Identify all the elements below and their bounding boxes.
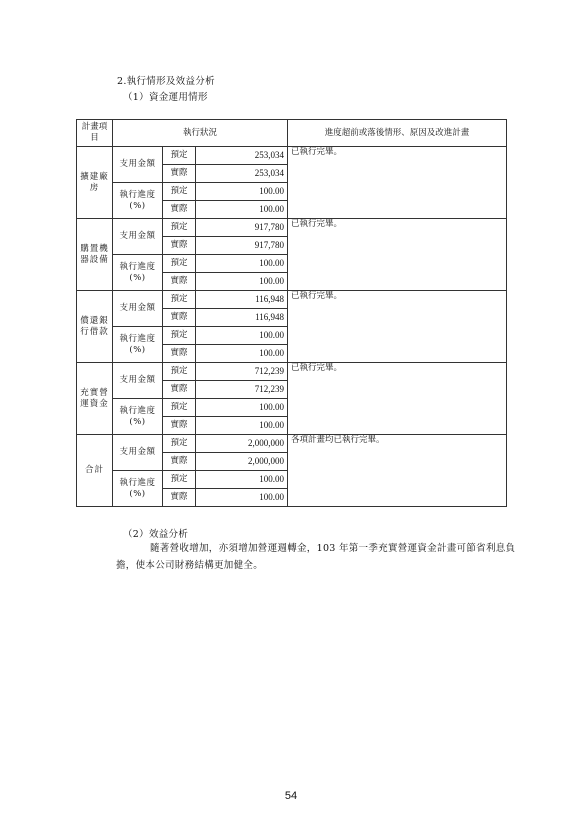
value-cell: 2,000,000 — [196, 435, 288, 453]
progress-label: 執行進度(%) — [113, 471, 163, 507]
header-item: 計畫項目 — [77, 120, 113, 147]
progress-label: 執行進度(%) — [113, 399, 163, 435]
note-cell: 已執行完畢。 — [288, 363, 507, 435]
table-header-row — [77, 120, 507, 147]
benefit-paragraph — [116, 540, 522, 574]
actual-label: 實際 — [163, 489, 196, 507]
note-cell: 已執行完畢。 — [288, 219, 507, 291]
value-cell: 100.00 — [196, 255, 288, 273]
plan-label: 預定 — [163, 255, 196, 273]
item-name: 充實營運資金 — [77, 363, 113, 435]
table-row — [77, 363, 507, 381]
note-cell: 各項計畫均已執行完畢。 — [288, 435, 507, 507]
value-cell: 2,000,000 — [196, 453, 288, 471]
plan-label: 預定 — [163, 363, 196, 381]
benefit-text: 隨著營收增加，亦須增加營運週轉金，103 年第一季充實營運資金計畫可節省利息負擔，使本公司財務結構更加健全。 — [116, 543, 516, 571]
actual-label: 實際 — [163, 309, 196, 327]
value-cell: 116,948 — [196, 291, 288, 309]
value-cell: 100.00 — [196, 399, 288, 417]
item-name: 購置機器設備 — [77, 219, 113, 291]
subsection-heading: （1）資金運用情形 — [123, 92, 208, 103]
value-cell: 116,948 — [196, 309, 288, 327]
fund-usage-table — [76, 119, 507, 507]
progress-label: 執行進度(%) — [113, 255, 163, 291]
value-cell: 917,780 — [196, 219, 288, 237]
plan-label: 預定 — [163, 435, 196, 453]
item-name: 償還銀行借款 — [77, 291, 113, 363]
plan-label: 預定 — [163, 291, 196, 309]
value-cell: 253,034 — [196, 165, 288, 183]
value-cell: 100.00 — [196, 201, 288, 219]
value-cell: 100.00 — [196, 183, 288, 201]
value-cell: 100.00 — [196, 417, 288, 435]
actual-label: 實際 — [163, 273, 196, 291]
amount-label: 支用金額 — [113, 147, 163, 183]
value-cell: 253,034 — [196, 147, 288, 165]
table-row — [77, 147, 507, 165]
actual-label: 實際 — [163, 381, 196, 399]
value-cell: 100.00 — [196, 273, 288, 291]
actual-label: 實際 — [163, 453, 196, 471]
value-cell: 917,780 — [196, 237, 288, 255]
table-row — [77, 291, 507, 309]
actual-label: 實際 — [163, 417, 196, 435]
actual-label: 實際 — [163, 201, 196, 219]
item-name: 合計 — [77, 435, 113, 507]
note-cell: 已執行完畢。 — [288, 291, 507, 363]
progress-label: 執行進度(%) — [113, 183, 163, 219]
plan-label: 預定 — [163, 471, 196, 489]
plan-label: 預定 — [163, 183, 196, 201]
actual-label: 實際 — [163, 165, 196, 183]
value-cell: 100.00 — [196, 489, 288, 507]
value-cell: 712,239 — [196, 363, 288, 381]
plan-label: 預定 — [163, 327, 196, 345]
table-row — [77, 435, 507, 453]
item-name: 擴建廠房 — [77, 147, 113, 219]
amount-label: 支用金額 — [113, 219, 163, 255]
section-heading: 2.執行情形及效益分析 — [117, 76, 215, 87]
amount-label: 支用金額 — [113, 291, 163, 327]
progress-label: 執行進度(%) — [113, 327, 163, 363]
table-row — [77, 219, 507, 237]
value-cell: 100.00 — [196, 327, 288, 345]
plan-label: 預定 — [163, 399, 196, 417]
value-cell: 100.00 — [196, 471, 288, 489]
header-note: 進度超前或落後情形、原因及改進計畫 — [288, 120, 507, 147]
value-cell: 100.00 — [196, 345, 288, 363]
amount-label: 支用金額 — [113, 435, 163, 471]
header-status: 執行狀況 — [113, 120, 288, 147]
actual-label: 實際 — [163, 345, 196, 363]
value-cell: 712,239 — [196, 381, 288, 399]
page-number: 54 — [284, 790, 298, 802]
plan-label: 預定 — [163, 219, 196, 237]
actual-label: 實際 — [163, 237, 196, 255]
note-cell: 已執行完畢。 — [288, 147, 507, 219]
benefit-heading: （2）效益分析 — [123, 529, 189, 540]
plan-label: 預定 — [163, 147, 196, 165]
amount-label: 支用金額 — [113, 363, 163, 399]
